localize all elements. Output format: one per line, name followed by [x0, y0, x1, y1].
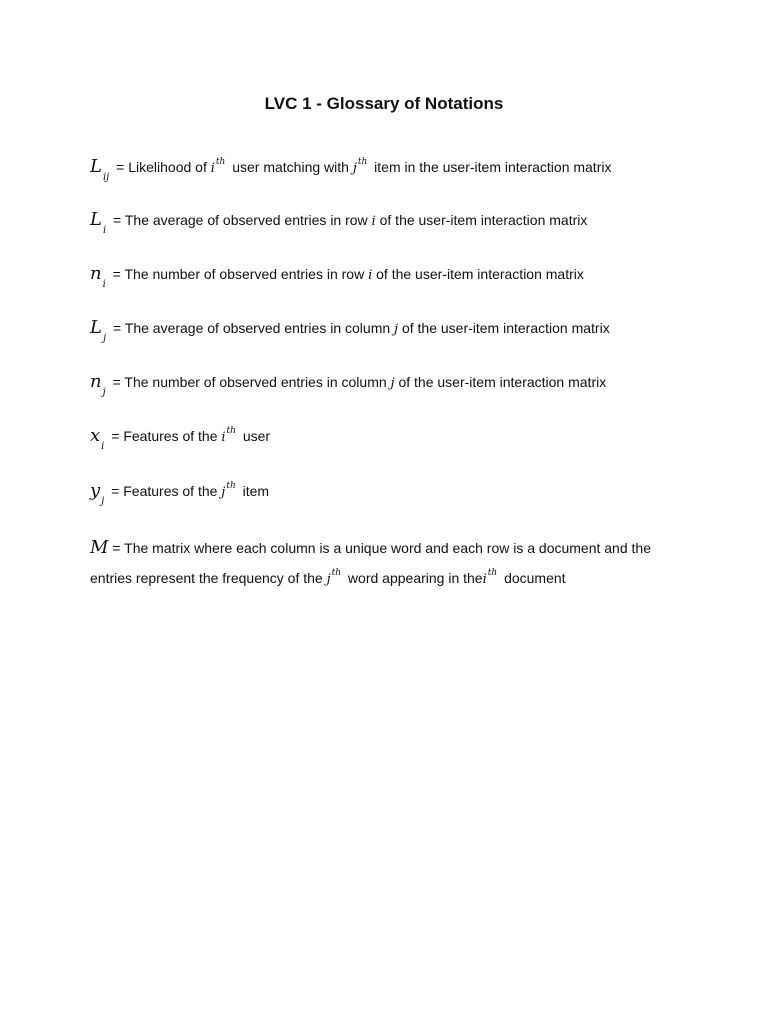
entry-text: user [238, 428, 271, 444]
math-subscript: i [102, 225, 107, 236]
entry-text: user matching with [228, 159, 353, 175]
glossary-entry-user-features [90, 425, 271, 452]
math-subscript: j [102, 387, 106, 398]
entry-text: = The number of observed entries in column [108, 374, 391, 390]
entry-text: item [238, 483, 270, 499]
entry-text: of the user-item interaction matrix [372, 266, 584, 282]
math-variable: j [221, 485, 226, 500]
math-superscript: th [226, 426, 236, 436]
math-symbol: n [90, 263, 102, 284]
math-variable: i [368, 268, 373, 283]
math-variable: i [371, 214, 376, 229]
entry-text: = Features of the [107, 428, 222, 444]
math-variable: i [482, 572, 487, 587]
math-variable: j [394, 322, 399, 337]
entry-text: = Features of the [107, 483, 222, 499]
math-superscript: th [215, 157, 226, 167]
math-symbol: L [90, 156, 102, 177]
math-variable: j [326, 572, 331, 587]
math-symbol: n [90, 371, 102, 392]
entry-text: entries represent the frequency of the [90, 570, 327, 586]
math-symbol: L [90, 209, 102, 230]
math-superscript: th [487, 568, 498, 578]
entry-text: of the user-item interaction matrix [375, 212, 588, 228]
entry-text: item in the user-item interaction matrix [370, 159, 612, 175]
math-superscript: th [226, 481, 236, 491]
math-variable: i [221, 430, 226, 445]
math-subscript: i [102, 279, 106, 290]
math-symbol: y [90, 480, 101, 501]
glossary-entry-column-count [90, 371, 607, 398]
math-variable: i [210, 161, 215, 176]
math-subscript: i [101, 441, 105, 452]
entry-text: document [500, 570, 566, 586]
glossary-entry-column-average [90, 317, 610, 344]
math-symbol: x [90, 425, 101, 446]
entry-text: = The average of observed entries in row [109, 212, 372, 228]
math-superscript: th [331, 568, 342, 578]
page-title: LVC 1 - Glossary of Notations [264, 94, 504, 113]
math-subscript: j [102, 333, 107, 344]
math-symbol: M [90, 537, 109, 558]
math-subscript: j [101, 496, 105, 507]
entry-text: of the user-item interaction matrix [394, 374, 607, 390]
glossary-entry-matrix-m-continued [90, 570, 566, 587]
glossary-entry-item-features [90, 480, 270, 507]
entry-text: = The average of observed entries in column [109, 320, 395, 336]
glossary-entry-row-average [90, 209, 588, 236]
entry-text: = The number of observed entries in row [108, 266, 369, 282]
entry-text: = Likelihood of [112, 159, 211, 175]
glossary-entry-matrix-m [90, 539, 651, 557]
math-variable: j [352, 161, 357, 176]
math-subscript: ij [102, 172, 110, 183]
entry-text: of the user-item interaction matrix [398, 320, 610, 336]
glossary-entry-row-count [90, 263, 584, 290]
entry-text: word appearing in the [344, 570, 483, 586]
entry-text: = The matrix where each column is a unique word and each row is a document and the [108, 540, 651, 556]
math-superscript: th [357, 157, 368, 167]
math-symbol: L [90, 317, 102, 338]
math-variable: j [390, 376, 395, 391]
glossary-entry-likelihood [90, 156, 612, 183]
